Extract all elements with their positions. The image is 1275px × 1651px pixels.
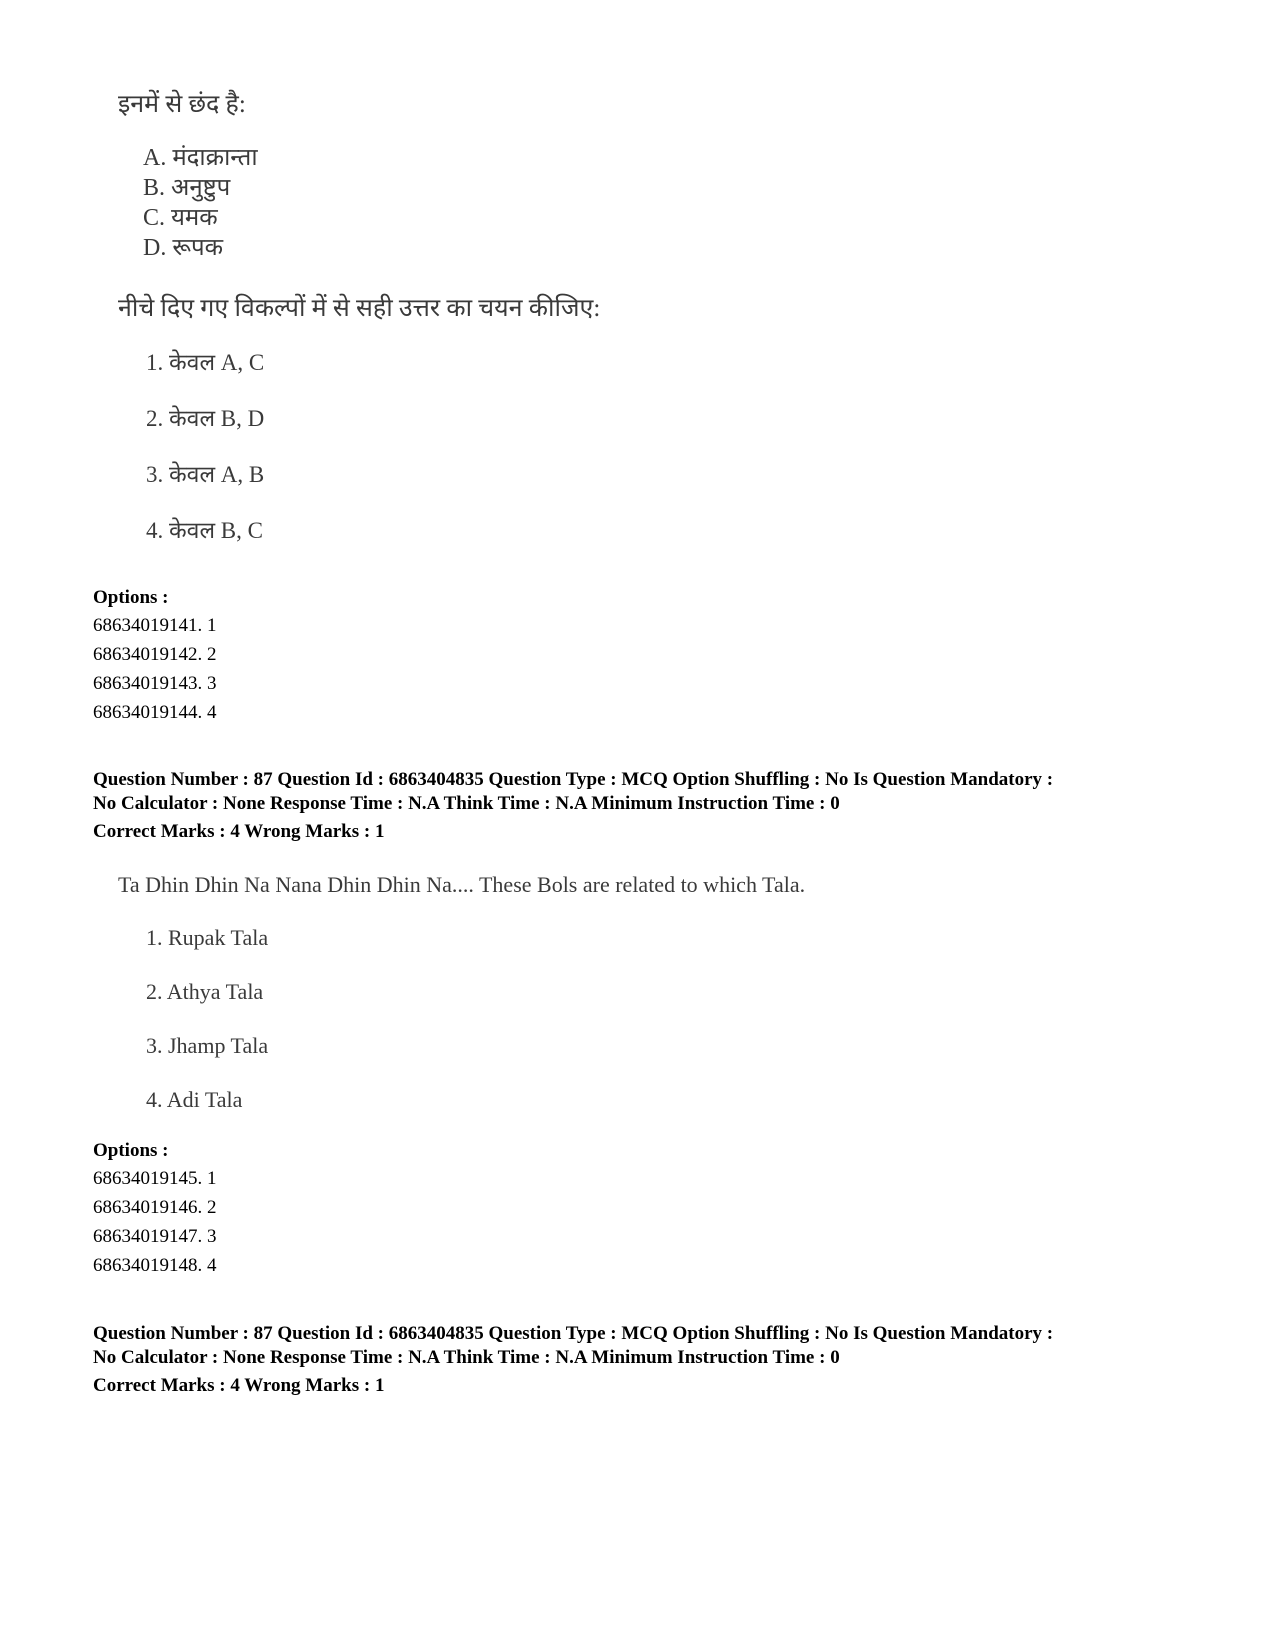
option-id: 68634019145. 1 — [93, 1168, 217, 1189]
question-meta-line: Question Number : 87 Question Id : 6863404835 Question Type : MCQ Option Shuffling : No Is Question Mandatory : — [93, 1323, 1054, 1344]
statement-item: A. मंदाक्रान्ता — [143, 145, 258, 171]
answer-choice: 3. Jhamp Tala — [146, 1033, 269, 1058]
answer-choice: 4. Adi Tala — [146, 1087, 243, 1112]
option-id: 68634019146. 2 — [93, 1197, 217, 1218]
answer-choice: 1. Rupak Tala — [146, 925, 269, 950]
option-id: 68634019147. 3 — [93, 1226, 217, 1247]
option-id: 68634019148. 4 — [93, 1255, 217, 1276]
statement-item: C. यमक — [143, 205, 218, 231]
answer-choice: 1. केवल A, C — [146, 350, 265, 375]
options-heading: Options : — [93, 587, 169, 608]
option-id: 68634019143. 3 — [93, 673, 217, 694]
option-id: 68634019141. 1 — [93, 615, 217, 636]
question-meta-line: No Calculator : None Response Time : N.A Think Time : N.A Minimum Instruction Time : 0 — [93, 793, 840, 814]
question-meta-line: No Calculator : None Response Time : N.A Think Time : N.A Minimum Instruction Time : 0 — [93, 1347, 840, 1368]
question-instruction: नीचे दिए गए विकल्पों में से सही उत्तर का चयन कीजिए: — [118, 295, 601, 322]
question-marks: Correct Marks : 4 Wrong Marks : 1 — [93, 821, 385, 842]
statement-item: D. रूपक — [143, 235, 224, 261]
question-meta-line: Question Number : 87 Question Id : 6863404835 Question Type : MCQ Option Shuffling : No Is Question Mandatory : — [93, 769, 1054, 790]
answer-choice: 2. केवल B, D — [146, 406, 265, 431]
answer-choice: 2. Athya Tala — [146, 979, 264, 1004]
answer-choice: 3. केवल A, B — [146, 462, 265, 487]
statement-item: B. अनुष्टुप — [143, 175, 231, 201]
question-marks: Correct Marks : 4 Wrong Marks : 1 — [93, 1375, 385, 1396]
option-id: 68634019144. 4 — [93, 702, 217, 723]
question-stem: Ta Dhin Dhin Na Nana Dhin Dhin Na.... These Bols are related to which Tala. — [118, 872, 806, 897]
question-stem: इनमें से छंद है: — [118, 91, 246, 118]
answer-choice: 4. केवल B, C — [146, 518, 263, 543]
option-id: 68634019142. 2 — [93, 644, 217, 665]
options-heading: Options : — [93, 1140, 169, 1161]
